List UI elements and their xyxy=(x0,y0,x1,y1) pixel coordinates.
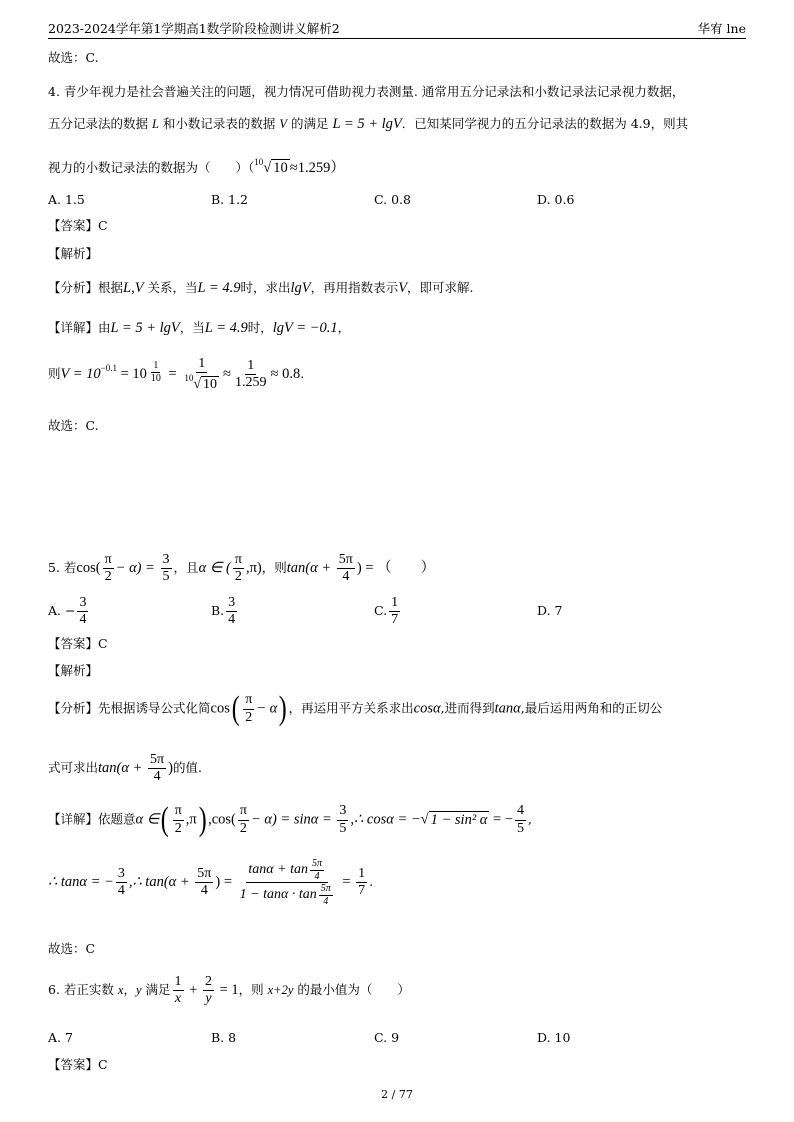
q5-detail-line2: ∴ tanα = − $\frac{3}{4}$ ,∴ tan(α + $\frac{5\pi}{4}$ ) = tanα + tan $\frac{5\pi}{4}$ 1 − tanα · tan $\frac{5\pi}{4}$ = $\frac{1}{7}$ . xyxy=(48,858,374,907)
q5-answer: 【答案】C xyxy=(48,636,108,651)
page-number: 2 / 77 xyxy=(381,1088,413,1101)
q5-option-c: C. $\frac{1}{7}$ xyxy=(374,595,399,628)
q5-analysis-line2: 式可求出tan(α + $\frac{5\pi}{4}$ )的值. xyxy=(48,752,202,785)
q4-answer: 【答案】C xyxy=(48,218,108,233)
q4-calculation: 则$V = 10^{-0.1} = 10$ $\frac{1}{10}$ = $\frac{1}{^{10}√ 10}$ ≈ $\frac{1}{1.259}$ ≈ 0.8. xyxy=(48,356,305,393)
q5-conclusion: 故选：C xyxy=(48,941,96,956)
q6-option-a: A. 7 xyxy=(48,1030,73,1045)
q4-option-a: A. 1.5 xyxy=(48,192,85,207)
q4-conclusion: 故选：C. xyxy=(48,418,99,433)
q5-analysis-label: 【解析】 xyxy=(48,663,99,678)
q5-detail-line1: 【详解】依题意α ∈( $\frac{\pi}{2}$ ,π) ,cos( $\frac{\pi}{2}$ − α) = sinα = $\frac{3}{5}$ ,∴ cosα = −√ 1 − sin² α = − $\frac{4}{5}$ , xyxy=(48,801,532,838)
q6-answer: 【答案】C xyxy=(48,1057,108,1072)
header-author: 华宥 lne xyxy=(697,21,746,36)
q4-option-d: D. 0.6 xyxy=(537,192,575,207)
q6-option-c: C. 9 xyxy=(374,1030,400,1045)
q5-stem: 5. 若cos( $\frac{\pi}{2}$ − α) = $\frac{3}{5}$ ，且α ∈ ( $\frac{\pi}{2}$ ,π)，则tan(α + $\frac{5\pi}{4}$ ) = （ ） xyxy=(48,552,436,585)
prev-conclusion: 故选：C. xyxy=(48,50,99,65)
q5-option-d: D. 7 xyxy=(537,603,563,618)
q5-analysis-line1: 【分析】先根据诱导公式化简cos( $\frac{\pi}{2}$ − α) ，再运用平方关系求出cosα,进而得到tanα,最后运用两角和的正切公 xyxy=(48,690,663,727)
q4-analysis-label: 【解析】 xyxy=(48,246,99,261)
q4-option-c: C. 0.8 xyxy=(374,192,411,207)
q6-stem: 6. 若正实数 x，y 满足 $\frac{1}{x}$ + $\frac{2}{y}$ = 1，则 x+2y 的最小值为（ ） xyxy=(48,974,410,1007)
q4-stem-line2: 五分记录法的数据 L 和小数记录表的数据 V 的满足 L = 5 + lgV．已知某同学视力的五分记录法的数据为 4.9，则其 xyxy=(48,116,689,132)
header-title: 2023-2024学年第1学期高1数学阶段检测讲义解析2 xyxy=(48,21,340,36)
q6-option-d: D. 10 xyxy=(537,1030,571,1045)
q4-stem-line3: 视力的小数记录法的数据为（ ）（$^{10}$√ 10 ≈1.259） xyxy=(48,157,345,176)
q5-option-b: B. $\frac{3}{4}$ xyxy=(211,595,236,628)
q6-option-b: B. 8 xyxy=(211,1030,237,1045)
page-header xyxy=(48,16,746,39)
q5-option-a: A. − $\frac{3}{4}$ xyxy=(48,595,87,628)
q4-option-b: B. 1.2 xyxy=(211,192,249,207)
q4-detail: 【详解】由L = 5 + lgV，当L = 4.9时，lgV = −0.1， xyxy=(48,320,351,336)
q4-analysis: 【分析】根据L,V 关系，当L = 4.9时，求出lgV，再用指数表示V，即可求解. xyxy=(48,280,474,296)
q4-stem-line1: 4. 青少年视力是社会普遍关注的问题，视力情况可借助视力表测量. 通常用五分记录法和小数记录法记录视力数据， xyxy=(48,84,685,99)
